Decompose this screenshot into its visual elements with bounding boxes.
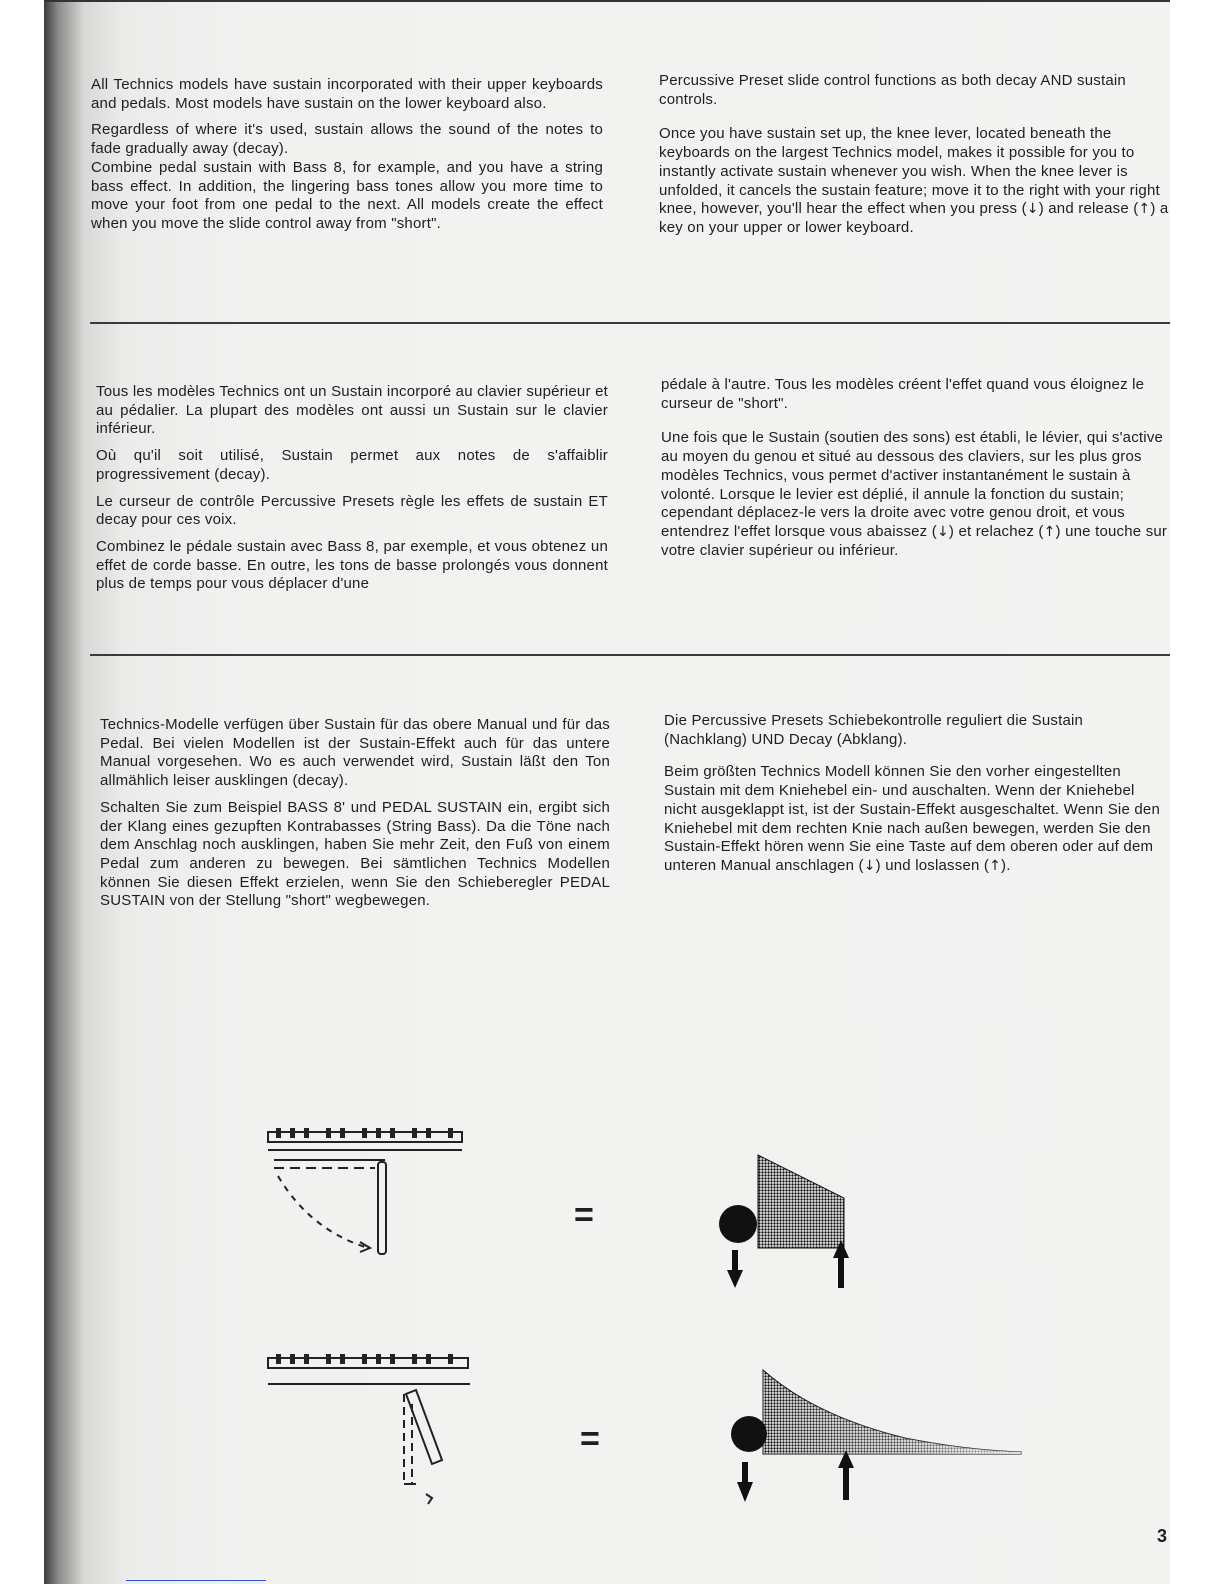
envelope-shape	[758, 1155, 844, 1248]
up-arrow-icon: ↑	[989, 857, 1002, 874]
short-sustain-envelope-diagram	[710, 1150, 860, 1290]
note-dot-icon	[719, 1205, 757, 1243]
up-arrow-icon	[838, 1450, 854, 1500]
page-number: 3	[1157, 1526, 1168, 1546]
german-paragraph: Die Percussive Presets Schiebekontrolle reguliert die Sustain (Nachklang) UND Decay (Abklang).	[664, 712, 1084, 748]
german-left-column	[100, 716, 610, 919]
knee-lever-moved-diagram	[260, 1346, 476, 1506]
equals-sign: =	[574, 1196, 594, 1234]
german-right-column	[664, 712, 1170, 884]
german-paragraph: Technics-Modelle verfügen über Sustain für das obere Manual und für das Pedal. Bei vielen Modellen ist der Sustain-Effekt auch für das untere Manual vorgesehen. Wo es auch verwendet wird, Sustain läßt den Ton allmählich leiser ausklingen (decay).	[100, 716, 610, 790]
note-dot-icon	[731, 1416, 767, 1452]
french-paragraph: pédale à l'autre. Tous les modèles créent l'effet quand vous éloignez le curseur de "short".	[661, 376, 1145, 412]
english-paragraph: Once you have sustain set up, the knee lever, located beneath the keyboards on the largest Technics model, makes it possible for you to instantly activate sustain whenever you wish. When the knee lever is unfolded, it cancels the sustain feature; move it to the right with your right knee, however, you'll hear the effect when you press (↓) and release (↑) a key on your upper or lower keyboard.	[659, 125, 1169, 236]
english-right-column	[659, 72, 1170, 246]
german-paragraph: Schalten Sie zum Beispiel BASS 8' und PEDAL SUSTAIN ein, ergibt sich der Klang eines gezupften Kontrabasses (String Bass). Da die Töne nach dem Anschlag noch ausklingen, haben Sie mehr Zeit, den Fuß von einem Pedal zum anderen zu bewegen. Bei sämtlichen Technics Modellen können Sie diesen Effekt erzielen, wenn Sie den Schieberegler PEDAL SUSTAIN von der Stellung "short" wegbewegen.	[100, 798, 610, 910]
down-arrow-icon	[737, 1462, 753, 1502]
french-right-column	[661, 376, 1170, 568]
knee-lever-folded-diagram	[260, 1120, 470, 1270]
section-divider	[90, 322, 1170, 324]
french-left-column	[96, 383, 608, 602]
french-paragraph: Combinez le pédale sustain avec Bass 8, par exemple, et vous obtenez un effet de corde basse. En outre, les tons de basse prolongés vous donnent plus de temps pour vous déplacer d'une	[96, 537, 608, 593]
down-arrow-icon: ↓	[936, 523, 949, 540]
up-arrow-icon: ↑	[1043, 523, 1056, 540]
long-sustain-envelope-diagram	[725, 1366, 1025, 1506]
down-arrow-icon	[727, 1250, 743, 1288]
section-divider	[90, 654, 1170, 656]
down-arrow-icon: ↓	[863, 857, 876, 874]
german-paragraph: Beim größten Technics Modell können Sie den vorher eingestellten Sustain mit dem Kniehebel ein- und auschalten. Wenn der Kniehebel nicht ausgeklappt ist, ist der Sustain-Effekt ausgeschaltet. Wenn Sie den Kniehebel mit dem rechten Knie nach außen bewegen, werden Sie den Sustain-Effekt hören wenn Sie eine Taste auf dem oberen oder auf dem unteren Manual anschlagen (↓) und loslassen (↑).	[664, 763, 1160, 874]
english-paragraph: Percussive Preset slide control functions as both decay AND sustain controls.	[659, 72, 1126, 108]
french-paragraph: Le curseur de contrôle Percussive Presets règle les effets de sustain ET decay pour ces voix.	[96, 492, 608, 529]
down-arrow-icon: ↓	[1026, 201, 1039, 218]
english-paragraph: All Technics models have sustain incorporated with their upper keyboards and pedals. Most models have sustain on the lower keyboard also.	[91, 76, 603, 112]
french-paragraph: Où qu'il soit utilisé, Sustain permet aux notes de s'affaiblir progressivement (decay).	[96, 447, 608, 483]
english-paragraph: Combine pedal sustain with Bass 8, for example, and you have a string bass effect. In addition, the lingering bass tones allow you more time to move your foot from one pedal to the next. All models create the effect when you move the slide control away from "short".	[91, 158, 603, 232]
english-paragraph: Regardless of where it's used, sustain allows the sound of the notes to fade gradually away (decay).	[91, 121, 603, 158]
scan-top-edge	[44, 0, 1170, 2]
up-arrow-icon: ↑	[1138, 201, 1151, 218]
knee-lever-icon	[274, 1160, 386, 1254]
equals-sign: =	[580, 1420, 600, 1458]
scan-artifact-line	[126, 1580, 266, 1581]
french-paragraph: Une fois que le Sustain (soutien des sons) est établi, le lévier, qui s'active au moyen du genou et situé au dessous des claviers, sur les plus gros modèles Technics, vous permet d'activer instantanément le sustain à volonté. Lorsque le levier est déplié, il annule la fonction du sustain; cependant déplacez-le vers la droite avec votre genou droit, et vous entendrez l'effet lorsque vous abaissez (↓) et relachez (↑) une touche sur votre clavier supérieur ou inférieur.	[661, 429, 1168, 559]
english-left-column	[91, 76, 603, 242]
scan-margin	[1170, 0, 1224, 1584]
knee-lever-icon	[404, 1390, 442, 1504]
french-paragraph: Tous les modèles Technics ont un Sustain incorporé au clavier supérieur et au pédalier. La plupart des modèles ont aussi un Sustain sur le clavier inférieur.	[96, 383, 608, 438]
keyboard-icon	[268, 1358, 470, 1384]
